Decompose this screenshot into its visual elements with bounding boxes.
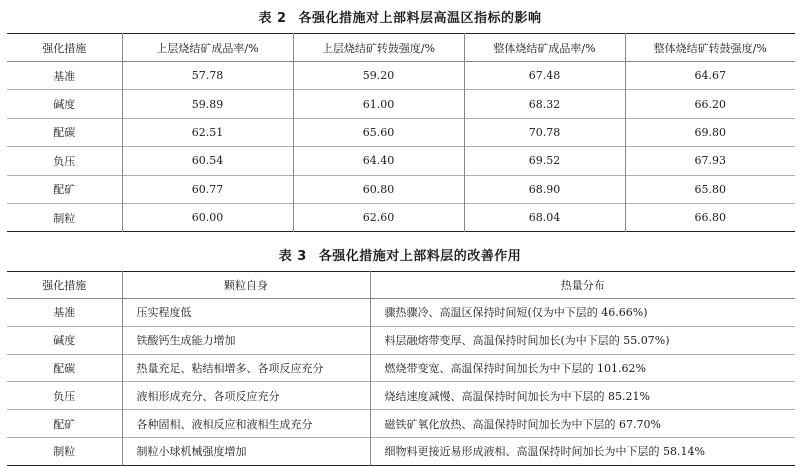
table2-cell: 60.00 (122, 203, 293, 231)
table2-cell: 68.90 (464, 175, 625, 203)
table2-label: 表 2 (258, 11, 287, 26)
table2-cell: 基准 (53, 69, 76, 83)
table2 (7, 33, 795, 232)
table2-cell: 57.78 (122, 62, 293, 90)
table2-row (7, 147, 795, 175)
table2-header-cell: 强化措施 (7, 34, 122, 62)
table3-cell: 磁铁矿氧化放热、高温保持时间加长为中下层的 67.70% (370, 410, 795, 438)
table3-cell: 热量充足、粘结相增多、各项反应充分 (122, 354, 370, 382)
table2-row (7, 90, 795, 118)
table3-row (7, 326, 795, 354)
table2-header-cell: 整体烧结矿转鼓强度/% (625, 34, 795, 62)
table2-row (7, 203, 795, 231)
table2-cell: 配碳 (7, 118, 122, 146)
table3-cell: 配碳 (7, 354, 122, 382)
table2-cell: 配矿 (7, 175, 122, 203)
table2-header-row (7, 34, 795, 62)
table2-cell: 60.77 (122, 175, 293, 203)
table2-header-cell: 上层烧结矿成品率/% (122, 34, 293, 62)
table2-cell: 69.52 (464, 147, 625, 175)
table2-cell: 67.93 (625, 147, 795, 175)
table3-cell: 细物料更接近易形成液相、高温保持时间加长为中下层的 58.14% (370, 437, 795, 465)
table3-row (7, 354, 795, 382)
table2-cell: 62.60 (293, 203, 464, 231)
table2-cell: 负压 (7, 147, 122, 175)
table3-cell: 制粒小球机械强度增加 (122, 437, 370, 465)
table2-title: 各强化措施对上部料层高温区指标的影响 (298, 11, 542, 26)
table2-row (7, 118, 795, 146)
table3-label: 表 3 (278, 249, 307, 264)
table3-header-cell: 强化措施 (7, 272, 122, 299)
table2-cell: 59.20 (293, 62, 464, 90)
table3-cell: 铁酸钙生成能力增加 (122, 326, 370, 354)
table2-cell: 60.80 (293, 175, 464, 203)
table3-caption (0, 245, 800, 264)
table2-cell: 69.80 (625, 118, 795, 146)
table3-cell: 碱度 (7, 326, 122, 354)
table3-cell: 烧结速度减慢、高温保持时间加长为中下层的 85.21% (370, 382, 795, 410)
table2-cell: 62.51 (122, 118, 293, 146)
table2-cell: 61.00 (293, 90, 464, 118)
table3-cell: 各种固相、液相反应和液相生成充分 (122, 410, 370, 438)
table3-cell: 骤热骤冷、高温区保持时间短(仅为中下层的 46.66%) (370, 299, 795, 327)
table3-cell: 制粒 (7, 437, 122, 465)
table2-cell: 66.20 (625, 90, 795, 118)
table2-cell: 制粒 (7, 203, 122, 231)
table2-row (7, 62, 795, 90)
table2-caption (0, 7, 800, 26)
table3-header-row (7, 272, 795, 299)
table2-cell: 70.78 (464, 118, 625, 146)
table2-cell: 64.67 (625, 62, 795, 90)
table2-cell: 碱度 (7, 90, 122, 118)
table3-cell: 配矿 (7, 410, 122, 438)
table3-cell: 料层融熔带变厚、高温保持时间加长(为中下层的 55.07%) (370, 326, 795, 354)
table3-row (7, 437, 795, 465)
table3-row (7, 299, 795, 327)
table3-cell: 基准 (53, 306, 76, 320)
table3-cell: 负压 (7, 382, 122, 410)
table3-title: 各强化措施对上部料层的改善作用 (318, 249, 522, 264)
table2-cell: 68.32 (464, 90, 625, 118)
table3-row (7, 382, 795, 410)
table3-header-cell: 颗粒自身 (122, 272, 370, 299)
table2-cell: 59.89 (122, 90, 293, 118)
table2-header-cell: 上层烧结矿转鼓强度/% (293, 34, 464, 62)
table3-cell: 液相形成充分、各项反应充分 (122, 382, 370, 410)
table2-cell: 65.80 (625, 175, 795, 203)
table2-cell: 64.40 (293, 147, 464, 175)
table2-header-cell: 整体烧结矿成品率/% (464, 34, 625, 62)
table3-cell: 压实程度低 (122, 299, 370, 327)
table3-header-cell: 热量分布 (370, 272, 795, 299)
table2-cell: 60.54 (122, 147, 293, 175)
table3-cell: 燃烧带变宽、高温保持时间加长为中下层的 101.62% (370, 354, 795, 382)
table2-row (7, 175, 795, 203)
table3-row (7, 410, 795, 438)
table2-cell: 67.48 (464, 62, 625, 90)
table2-cell: 66.80 (625, 203, 795, 231)
table2-cell: 65.60 (293, 118, 464, 146)
table3 (7, 271, 795, 466)
table2-cell: 68.04 (464, 203, 625, 231)
